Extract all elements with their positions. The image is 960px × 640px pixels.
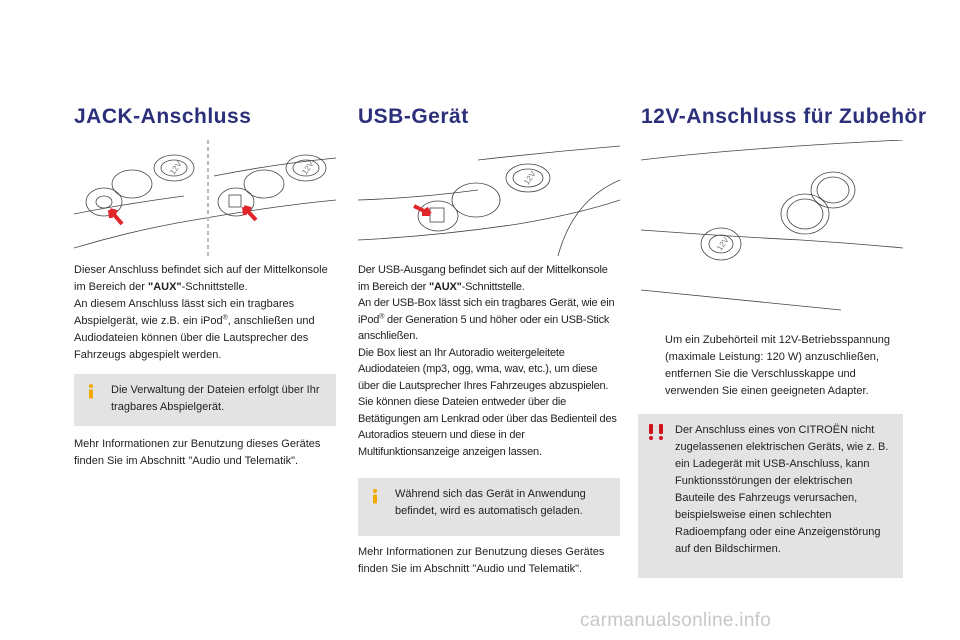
usb-info-text: Während sich das Gerät in Anwendung befindet, wird es automatisch geladen. bbox=[395, 488, 586, 517]
illus-12v-label: 12V bbox=[300, 159, 316, 177]
jack-socket-drawing bbox=[74, 140, 336, 256]
usb-socket-drawing bbox=[358, 140, 620, 256]
v12-bullet-text: Um ein Zubehörteil mit 12V-Betriebsspannung (maximale Leistung: 120 W) anzuschließen, entfernen Sie die Verschlusskappe und verwenden Sie einen geeigneten Adapter. bbox=[665, 334, 891, 397]
usb-para-1-end: -Schnittstelle. bbox=[461, 280, 525, 293]
v12-illustration bbox=[641, 140, 903, 320]
jack-info-text: Die Verwaltung der Dateien erfolgt über Ihr tragbares Abspielgerät. bbox=[111, 384, 320, 413]
v12-warning-box bbox=[638, 414, 903, 578]
usb-para-3: Die Box liest an Ihr Autoradio weitergeleitete Audiodateien (mp3, ogg, wma, wav, etc.), um diese über die Lautsprecher Ihres Fahrzeuges abzuspielen. bbox=[358, 346, 609, 392]
illus-12v-label: 12V bbox=[522, 169, 538, 187]
aux-label: "AUX" bbox=[428, 280, 462, 293]
v12-warning-text: Der Anschluss eines von CITROËN nicht zugelassenen elektrischen Geräts, wie z. B. ein Ladegerät mit USB-Anschluss, kann Funktionsstörungen der elektrischen Bauteile des Fahrzeugs verursachen, beispielsweise einen schlechten Radioempfang oder eine Anzeigenstörung auf den Bildschirmen. bbox=[675, 424, 889, 555]
usb-para-2-end: der Generation 5 und höher oder ein USB-Stick anschließen. bbox=[358, 313, 610, 342]
jack-illustration bbox=[74, 140, 336, 256]
registered-mark: ® bbox=[379, 312, 385, 320]
illus-12v-label: 12V bbox=[168, 159, 184, 177]
usb-para-1 bbox=[358, 262, 620, 295]
usb-title: USB-Gerät bbox=[358, 105, 469, 128]
arrow-icon bbox=[110, 210, 122, 224]
jack-para-2-text: An diesem Anschluss lässt sich ein tragbares Abspielgerät, wie z.B. ein iPod bbox=[74, 298, 295, 327]
jack-info-box bbox=[74, 374, 336, 426]
arrow-icon bbox=[244, 207, 256, 220]
usb-para-4: Sie können diese Dateien entweder über die Betätigungen am Lenkrad oder über das Bedienteil des Autoradios steuern und diese in der Multifunktionsanzeige anzeigen lassen. bbox=[358, 396, 617, 458]
jack-para-2-end: , anschließen und Audiodateien können über die Lautsprecher des Fahrzeugs abgespielt werden. bbox=[74, 315, 315, 361]
jack-title: JACK-Anschluss bbox=[74, 105, 252, 128]
info-icon bbox=[368, 488, 382, 504]
usb-para-2-text: An der USB-Box lässt sich ein tragbares Gerät, wie ein iPod bbox=[358, 297, 615, 326]
v12-bullet bbox=[641, 332, 903, 400]
usb-info-box bbox=[358, 478, 620, 536]
usb-more-info: Mehr Informationen zur Benutzung dieses Gerätes finden Sie im Abschnitt "Audio und Telematik". bbox=[358, 546, 605, 575]
jack-para-1 bbox=[74, 262, 336, 296]
jack-para-1-end: -Schnittstelle. bbox=[181, 281, 248, 293]
info-icon bbox=[84, 383, 98, 399]
usb-para-1-text: Der USB-Ausgang befindet sich auf der Mittelkonsole im Bereich der bbox=[358, 264, 608, 293]
warning-icon bbox=[646, 424, 668, 440]
v12-title: 12V-Anschluss für Zubehör bbox=[641, 105, 927, 128]
jack-para-2 bbox=[74, 296, 336, 364]
illus-12v-label: 12V bbox=[715, 235, 731, 253]
usb-illustration bbox=[358, 140, 620, 256]
jack-description bbox=[74, 262, 336, 364]
jack-para-1-text: Dieser Anschluss befindet sich auf der Mittelkonsole im Bereich der bbox=[74, 264, 328, 293]
jack-more-info: Mehr Informationen zur Benutzung dieses Gerätes finden Sie im Abschnitt "Audio und Telematik". bbox=[74, 438, 321, 467]
v12-socket-drawing bbox=[641, 140, 903, 320]
footer-watermark: carmanualsonline.info bbox=[580, 610, 772, 631]
registered-mark: ® bbox=[222, 314, 228, 322]
aux-label: "AUX" bbox=[147, 281, 182, 293]
usb-description bbox=[358, 262, 620, 460]
usb-para-2 bbox=[358, 295, 620, 345]
